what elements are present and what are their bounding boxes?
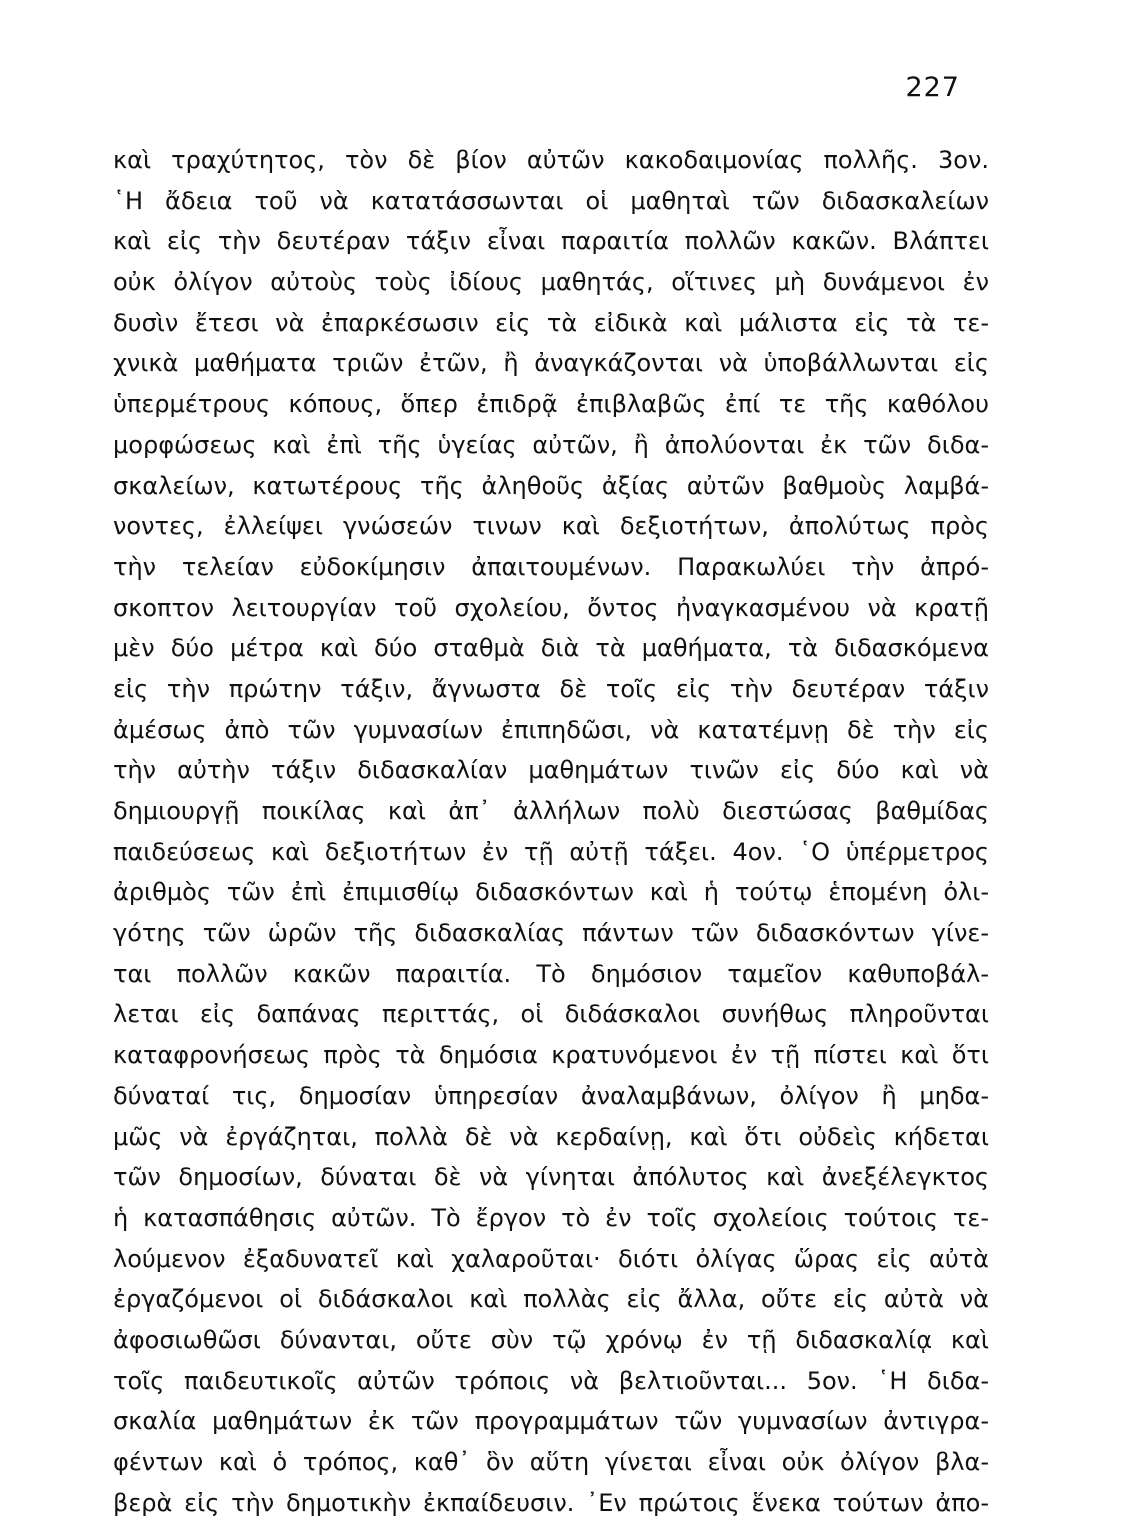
text-line: ἀφοσιωθῶσι δύνανται, οὔτε σὺν τῷ χρόνῳ ἐν τῇ διδασκαλίᾳ καὶ — [113, 1325, 989, 1354]
text-line: παιδεύσεως καὶ δεξιοτήτων ἐν τῇ αὐτῇ τάξει. 4ον. ῾Ο ὑπέρμετρος — [113, 837, 989, 866]
text-line: δυσὶν ἔτεσι νὰ ἐπαρκέσωσιν εἰς τὰ εἰδικὰ καὶ μάλιστα εἰς τὰ τε- — [113, 308, 989, 337]
text-line: ἐργαζόμενοι οἱ διδάσκαλοι καὶ πολλὰς εἰς ἄλλα, οὔτε εἰς αὐτὰ νὰ — [113, 1285, 989, 1314]
text-line: καὶ τραχύτητος, τὸν δὲ βίον αὐτῶν κακοδαιμονίας πολλῆς. 3ον. — [113, 146, 989, 174]
text-line: φέντων καὶ ὁ τρόπος, καθ᾽ ὃν αὕτη γίνεται εἶναι οὐκ ὀλίγον βλα- — [113, 1448, 989, 1476]
text-line: ται πολλῶν κακῶν παραιτία. Τὸ δημόσιον ταμεῖον καθυποβάλ- — [113, 959, 989, 988]
text-line: τὴν τελείαν εὐδοκίμησιν ἀπαιτουμένων. Παρακωλύει τὴν ἀπρό- — [113, 552, 989, 581]
text-line: νοντες, ἐλλείψει γνώσεών τινων καὶ δεξιοτήτων, ἀπολύτως πρὸς — [113, 512, 989, 541]
text-line: λούμενον ἐξαδυνατεῖ καὶ χαλαροῦται· διότι ὀλίγας ὥρας εἰς αὐτὰ — [113, 1244, 989, 1273]
text-line: οὐκ ὀλίγον αὐτοὺς τοὺς ἰδίους μαθητάς, οἵτινες μὴ δυνάμενοι ἐν — [113, 268, 989, 297]
text-line: τῶν δημοσίων, δύναται δὲ νὰ γίνηται ἀπόλυτος καὶ ἀνεξέλεγκτος — [113, 1163, 989, 1192]
text-line: σκαλείων, κατωτέρους τῆς ἀληθοῦς ἀξίας αὐτῶν βαθμοὺς λαμβά- — [113, 471, 989, 500]
text-line: μὲν δύο μέτρα καὶ δύο σταθμὰ διὰ τὰ μαθήματα, τὰ διδασκόμενα — [113, 634, 989, 663]
text-line: ἡ κατασπάθησις αὐτῶν. Τὸ ἔργον τὸ ἐν τοῖς σχολείοις τούτοις τε- — [113, 1203, 989, 1232]
text-line: ἀμέσως ἀπὸ τῶν γυμνασίων ἐπιπηδῶσι, νὰ κατατέμνῃ δὲ τὴν εἰς — [113, 715, 989, 744]
text-line: τὴν αὐτὴν τάξιν διδασκαλίαν μαθημάτων τινῶν εἰς δύο καὶ νὰ — [113, 756, 989, 785]
text-line: σκοπτον λειτουργίαν τοῦ σχολείου, ὄντος ἠναγκασμένου νὰ κρατῇ — [113, 593, 989, 622]
text-line: ὑπερμέτρους κόπους, ὅπερ ἐπιδρᾷ ἐπιβλαβῶς ἐπί τε τῆς καθόλου — [113, 390, 989, 419]
text-line: δύναταί τις, δημοσίαν ὑπηρεσίαν ἀναλαμβάνων, ὀλίγον ἢ μηδα- — [113, 1081, 989, 1110]
text-line: γότης τῶν ὡρῶν τῆς διδασκαλίας πάντων τῶν διδασκόντων γίνε- — [113, 919, 989, 948]
text-line: μορφώσεως καὶ ἐπὶ τῆς ὑγείας αὐτῶν, ἢ ἀπολύονται ἐκ τῶν διδα- — [113, 430, 989, 459]
text-line: δημιουργῇ ποικίλας καὶ ἀπ᾽ ἀλλήλων πολὺ διεστώσας βαθμίδας — [113, 797, 989, 825]
text-line: εἰς τὴν πρώτην τάξιν, ἄγνωστα δὲ τοῖς εἰς τὴν δευτέραν τάξιν — [113, 674, 989, 703]
page-number: 227 — [905, 72, 960, 103]
text-line: ἀριθμὸς τῶν ἐπὶ ἐπιμισθίῳ διδασκόντων καὶ ἡ τούτῳ ἑπομένη ὀλι- — [113, 878, 989, 907]
text-line: λεται εἰς δαπάνας περιττάς, οἱ διδάσκαλοι συνήθως πληροῦνται — [113, 1000, 989, 1029]
text-line: χνικὰ μαθήματα τριῶν ἐτῶν, ἢ ἀναγκάζονται νὰ ὑποβάλλωνται εἰς — [113, 349, 989, 378]
text-line: τοῖς παιδευτικοῖς αὐτῶν τρόποις νὰ βελτιοῦνται... 5ον. ῾Η διδα- — [113, 1366, 989, 1395]
text-line: σκαλία μαθημάτων ἐκ τῶν προγραμμάτων τῶν γυμνασίων ἀντιγρα- — [113, 1407, 989, 1436]
text-line: βερὰ εἰς τὴν δημοτικὴν ἐκπαίδευσιν. ᾽Εν πρώτοις ἕνεκα τούτων ἀπο- — [113, 1488, 989, 1517]
body-text — [113, 140, 989, 1523]
text-line: ῾Η ἄδεια τοῦ νὰ κατατάσσωνται οἱ μαθηταὶ τῶν διδασκαλείων — [113, 186, 989, 215]
text-line: καταφρονήσεως πρὸς τὰ δημόσια κρατυνόμενοι ἐν τῇ πίστει καὶ ὅτι — [113, 1041, 989, 1070]
text-line: μῶς νὰ ἐργάζηται, πολλὰ δὲ νὰ κερδαίνῃ, καὶ ὅτι οὐδεὶς κήδεται — [113, 1122, 989, 1151]
text-line: καὶ εἰς τὴν δευτέραν τάξιν εἶναι παραιτία πολλῶν κακῶν. Βλάπτει — [113, 227, 989, 256]
